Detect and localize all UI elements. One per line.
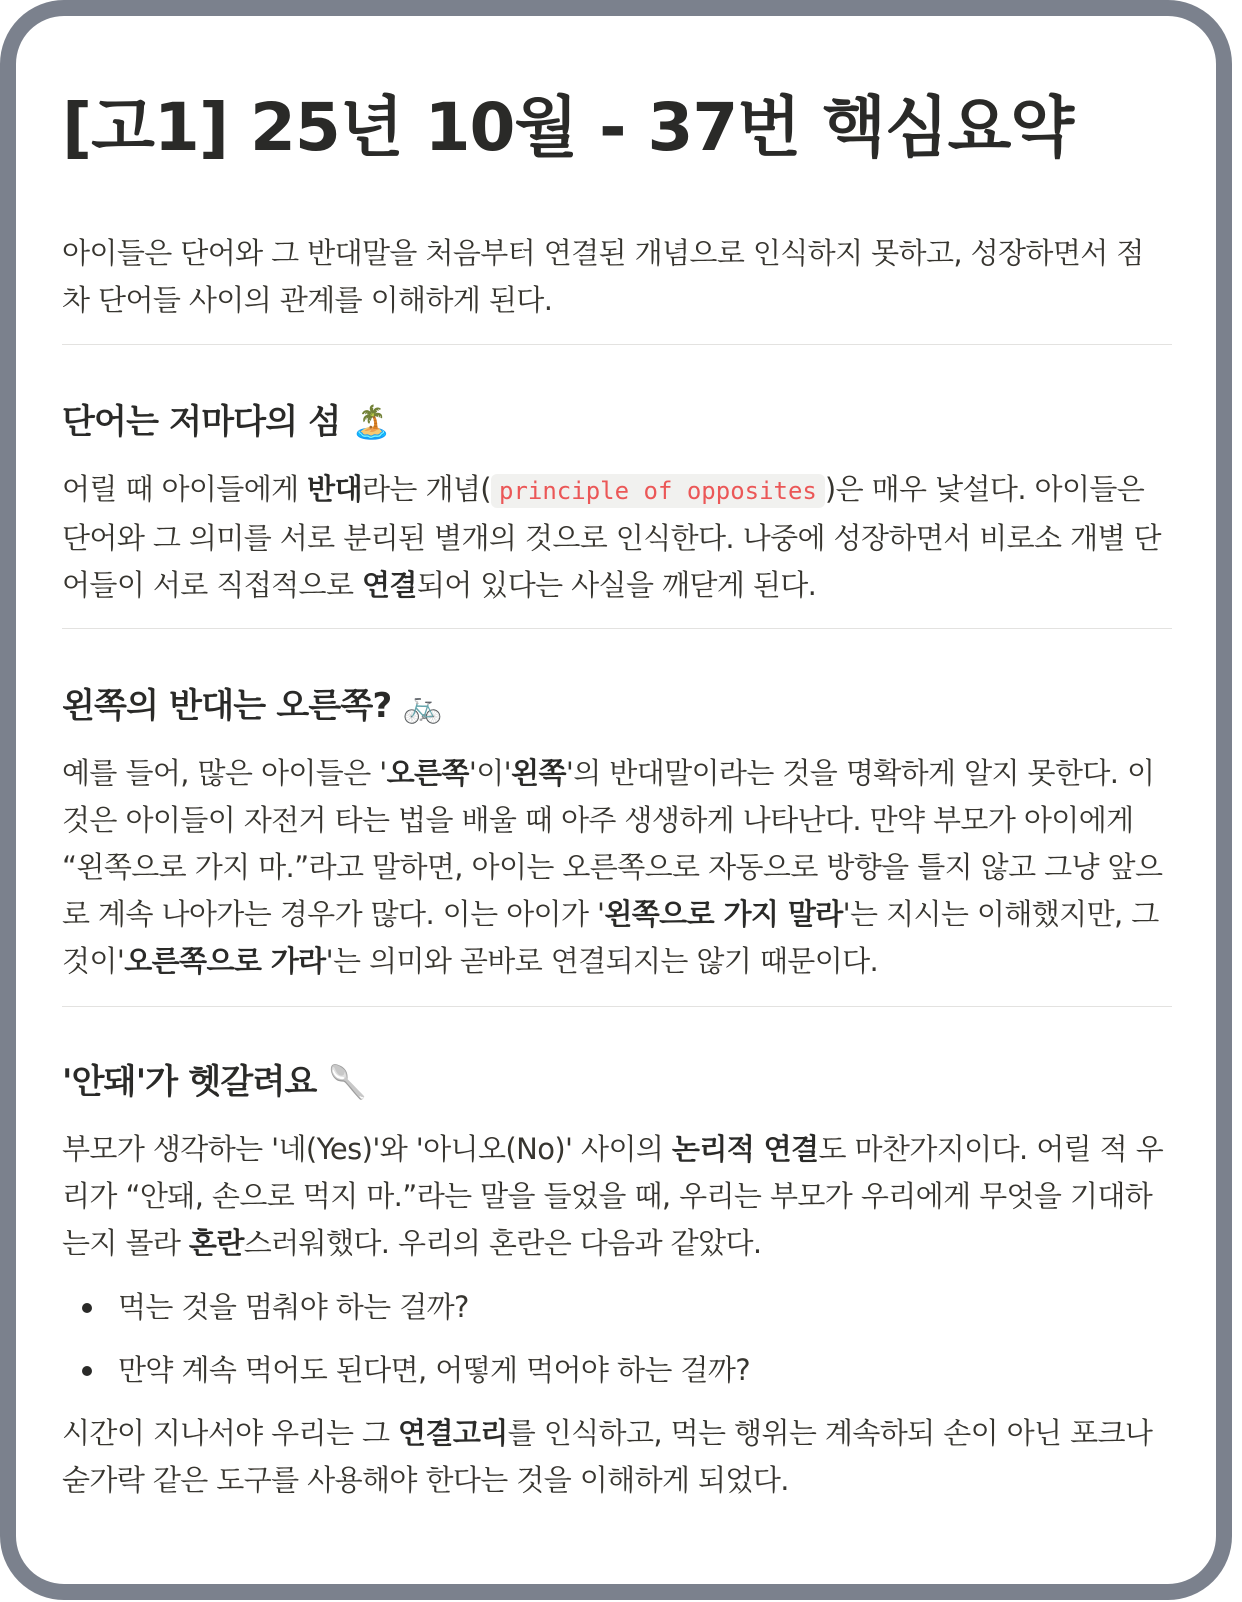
text-run: 라는 개념( [362, 472, 491, 506]
section-heading-left-right [62, 684, 442, 728]
bold-term: 혼란 [188, 1226, 244, 1260]
bold-term: 반대 [307, 472, 362, 506]
section-paragraph-left-right [62, 750, 1172, 985]
bold-term: 연결 [362, 568, 417, 602]
bullet-list [62, 1284, 1172, 1394]
text-run: 되어 있다는 사실을 깨닫게 된다. [416, 568, 817, 602]
text-run: 부모가 생각하는 '네(Yes)'와 '아니오(No)' 사이의 [62, 1132, 672, 1166]
intro-line-1: 아이들은 단어와 그 반대말을 처음부터 연결된 개념으로 인식하지 못하고, 성장하면서 점 [62, 236, 1144, 270]
page-title: [고1] 25년 10월 - 37번 핵심요약 [62, 89, 1074, 166]
divider [62, 344, 1172, 345]
text-run: 도 마찬가지이다. 어릴 적 우리가 “안돼, 손으로 먹지 마.”라는 말을 들었을 때, 우리는 부모가 우리에게 무엇을 기대하는지 몰라 [62, 1132, 1164, 1260]
bold-term: 논리적 연결 [671, 1132, 819, 1166]
list-item [62, 1284, 1172, 1331]
section-heading-text: 왼쪽의 반대는 오른쪽? [62, 686, 392, 726]
intro-paragraph [62, 230, 1172, 324]
section-heading-text: 단어는 저마다의 섬 [62, 402, 341, 442]
intro-line-2: 차 단어들 사이의 관계를 이해하게 된다. [62, 283, 553, 317]
text-run: '는 의미와 곧바로 연결되지는 않기 때문이다. [325, 944, 879, 978]
bold-term: 왼쪽으로 가지 말라 [604, 897, 843, 931]
bold-term: 오른쪽 [386, 756, 469, 790]
text-run: )은 매우 낯설다. 아이들은 단어와 그 의미를 서로 분리된 별개의 것으로 인식한다. 나중에 성장하면서 비로소 개별 단어들이 서로 직접적으로 [62, 472, 1161, 602]
bullet-dot [82, 1366, 92, 1376]
list-item-text: 먹는 것을 멈춰야 하는 걸까? [118, 1290, 469, 1324]
bold-term: 연결고리 [398, 1416, 508, 1450]
bicycle-icon: 🚲 [402, 687, 442, 725]
text-run: '이' [468, 756, 512, 790]
island-icon: 🏝️ [351, 403, 391, 441]
section-heading-text: '안돼'가 헷갈려요 [62, 1062, 317, 1102]
closing-paragraph [62, 1410, 1172, 1504]
bold-term: 왼쪽 [511, 756, 566, 790]
section-paragraph-no-confusion [62, 1126, 1172, 1267]
section-heading-no-confusion [62, 1060, 367, 1104]
section-heading-islands [62, 400, 391, 444]
list-item-text: 만약 계속 먹어도 된다면, 어떻게 먹어야 하는 걸까? [118, 1353, 751, 1387]
text-run: '의 반대말이라는 것을 명확하게 알지 못한다. 이것은 아이들이 자전거 타는 법을 배울 때 아주 생생하게 나타난다. 만약 부모가 아이에게 “왼쪽으로 가지 마.”라고 말하면, 아이는 오른쪽으로 자동으로 방향을 틀지 않고 그냥 앞으로 계속 나아가는 경우가 많다. 이는 아이가 ' [62, 756, 1163, 931]
text-run: 시간이 지나서야 우리는 그 [62, 1416, 399, 1450]
list-item [62, 1347, 1172, 1394]
bullet-dot [82, 1303, 92, 1313]
text-run: '는 지시는 이해했지만, 그것이' [62, 897, 1159, 978]
inline-code: principle of opposites [491, 474, 825, 508]
text-run: 를 인식하고, 먹는 행위는 계속하되 손이 아닌 포크나 숟가락 같은 도구를 사용해야 한다는 것을 이해하게 되었다. [62, 1416, 1153, 1497]
text-run: 스러워했다. 우리의 혼란은 다음과 같았다. [243, 1226, 762, 1260]
section-paragraph-islands [62, 466, 1172, 609]
text-run: 어릴 때 아이들에게 [62, 472, 308, 506]
spoon-icon: 🥄 [327, 1063, 367, 1101]
bold-term: 오른쪽으로 가라 [124, 944, 326, 978]
text-run: 예를 들어, 많은 아이들은 ' [62, 756, 387, 790]
divider [62, 628, 1172, 629]
divider [62, 1006, 1172, 1007]
